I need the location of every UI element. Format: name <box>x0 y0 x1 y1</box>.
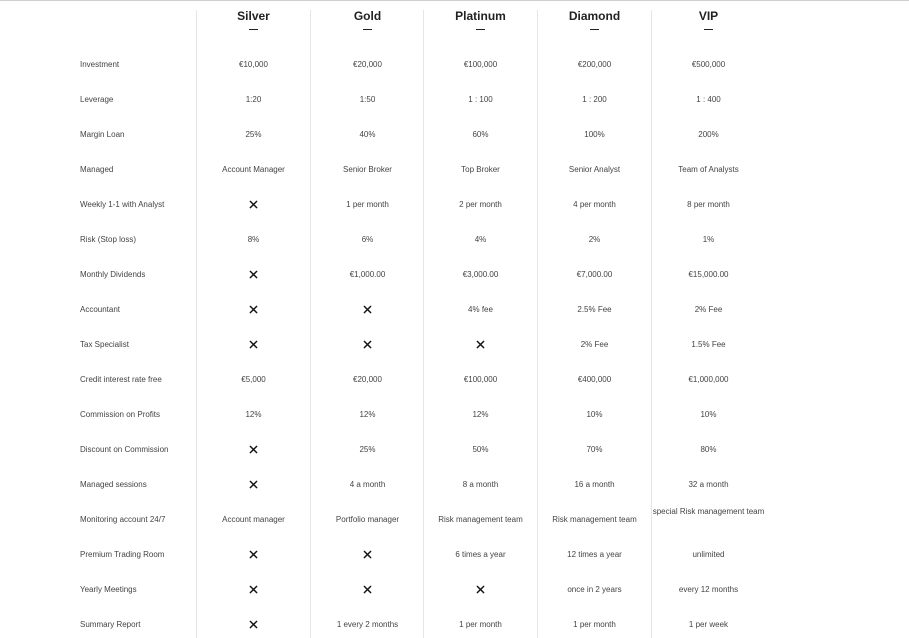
not-included-cell <box>197 338 310 352</box>
feature-value: 10% <box>700 410 717 419</box>
feature-value: 8 per month <box>687 200 730 209</box>
not-included-cell <box>197 303 310 317</box>
close-icon <box>249 445 258 454</box>
feature-label: Weekly 1-1 with Analyst <box>80 200 165 209</box>
close-icon <box>249 620 258 629</box>
feature-value: 1 : 200 <box>582 95 607 104</box>
feature-value: Risk management team <box>552 515 637 524</box>
feature-label: Yearly Meetings <box>80 585 137 594</box>
feature-value: 16 a month <box>574 480 615 489</box>
feature-value: special Risk management team <box>652 507 765 516</box>
feature-value: Portfolio manager <box>335 515 400 524</box>
feature-value: 2% Fee <box>694 305 723 314</box>
feature-value: 100% <box>584 130 605 139</box>
close-icon <box>363 585 372 594</box>
feature-value: 4% fee <box>468 305 493 314</box>
feature-value: 25% <box>245 130 262 139</box>
close-icon <box>249 480 258 489</box>
feature-label: Monitoring account 24/7 <box>80 515 166 524</box>
not-included-cell <box>424 583 537 597</box>
feature-value: 60% <box>472 130 489 139</box>
feature-value: 1:20 <box>245 95 262 104</box>
table-row <box>0 268 909 282</box>
close-icon <box>249 305 258 314</box>
table-row <box>0 443 909 457</box>
feature-value: 1% <box>702 235 715 244</box>
plan-header-platinum <box>424 9 537 30</box>
close-icon <box>476 340 485 349</box>
feature-value: Senior Broker <box>343 165 392 174</box>
feature-value: €5,000 <box>241 375 266 384</box>
feature-value: €7,000.00 <box>576 270 613 279</box>
feature-label: Tax Specialist <box>80 340 129 349</box>
feature-label: Accountant <box>80 305 121 314</box>
table-row <box>0 408 909 422</box>
not-included-cell <box>197 583 310 597</box>
table-row <box>0 583 909 597</box>
not-included-cell <box>424 338 537 352</box>
feature-value: every 12 months <box>678 585 739 594</box>
close-icon <box>249 550 258 559</box>
feature-value: 40% <box>359 130 376 139</box>
plan-name: Gold <box>353 9 382 23</box>
plan-header-silver <box>197 9 310 30</box>
table-row <box>0 618 909 632</box>
not-included-cell <box>197 548 310 562</box>
plan-name: Silver <box>237 9 270 23</box>
not-included-cell <box>197 478 310 492</box>
feature-value: 200% <box>698 130 719 139</box>
table-row <box>0 507 909 527</box>
feature-label: Leverage <box>80 95 114 104</box>
feature-value: €500,000 <box>691 60 726 69</box>
feature-value: Account Manager <box>222 165 285 174</box>
feature-value: 6 times a year <box>455 550 506 559</box>
feature-value: Account manager <box>222 515 285 524</box>
feature-value: €20,000 <box>353 60 382 69</box>
close-icon <box>363 340 372 349</box>
feature-value: once in 2 years <box>567 585 622 594</box>
not-included-cell <box>311 583 424 597</box>
plan-header-gold <box>311 9 424 30</box>
header-dash <box>249 29 258 30</box>
feature-label: Investment <box>80 60 120 69</box>
plan-header-vip <box>652 9 765 30</box>
feature-value: 8 a month <box>462 480 499 489</box>
feature-value: €3,000.00 <box>462 270 499 279</box>
feature-label: Summary Report <box>80 620 141 629</box>
feature-label: Managed <box>80 165 114 174</box>
feature-value: 1 per week <box>688 620 729 629</box>
feature-value: 1 : 100 <box>468 95 493 104</box>
feature-value: 4% <box>474 235 487 244</box>
plan-name: Platinum <box>455 9 506 23</box>
table-row <box>0 338 909 352</box>
close-icon <box>249 585 258 594</box>
not-included-cell <box>197 443 310 457</box>
close-icon <box>249 270 258 279</box>
feature-value: €1,000.00 <box>349 270 386 279</box>
feature-value: €20,000 <box>353 375 382 384</box>
feature-value: unlimited <box>692 550 725 559</box>
table-row <box>0 478 909 492</box>
close-icon <box>363 550 372 559</box>
feature-value: 1.5% Fee <box>691 340 726 349</box>
feature-value: 8% <box>247 235 260 244</box>
feature-label: Monthly Dividends <box>80 270 146 279</box>
header-dash <box>363 29 372 30</box>
close-icon <box>363 305 372 314</box>
feature-value: €100,000 <box>463 375 498 384</box>
feature-label: Discount on Commission <box>80 445 169 454</box>
feature-value: 12 times a year <box>567 550 622 559</box>
top-divider <box>0 0 909 1</box>
feature-value: 50% <box>472 445 489 454</box>
feature-value: 10% <box>586 410 603 419</box>
table-row <box>0 198 909 212</box>
table-row <box>0 303 909 317</box>
close-icon <box>249 200 258 209</box>
feature-value: Top Broker <box>461 165 500 174</box>
feature-label: Premium Trading Room <box>80 550 165 559</box>
feature-value: 6% <box>361 235 374 244</box>
feature-value: 12% <box>359 410 376 419</box>
header-dash <box>704 29 713 30</box>
feature-value: Senior Analyst <box>568 165 621 174</box>
not-included-cell <box>197 618 310 632</box>
close-icon <box>249 340 258 349</box>
close-icon <box>476 585 485 594</box>
not-included-cell <box>197 198 310 212</box>
table-row <box>0 163 909 177</box>
table-row <box>0 373 909 387</box>
feature-value: 2% <box>588 235 601 244</box>
feature-value: 12% <box>245 410 262 419</box>
feature-value: €200,000 <box>577 60 612 69</box>
feature-value: €100,000 <box>463 60 498 69</box>
plan-name: Diamond <box>568 9 621 23</box>
feature-value: €15,000.00 <box>688 270 729 279</box>
plan-name: VIP <box>698 9 719 23</box>
feature-value: 1 per month <box>573 620 616 629</box>
feature-value: 2% Fee <box>580 340 609 349</box>
feature-label: Margin Loan <box>80 130 125 139</box>
feature-value: 25% <box>359 445 376 454</box>
not-included-cell <box>311 548 424 562</box>
feature-value: Risk management team <box>438 515 523 524</box>
feature-value: 1 per month <box>346 200 389 209</box>
feature-value: 32 a month <box>688 480 729 489</box>
feature-value: 12% <box>472 410 489 419</box>
feature-value: 80% <box>700 445 717 454</box>
feature-label: Managed sessions <box>80 480 147 489</box>
feature-value: 1 every 2 months <box>336 620 399 629</box>
table-row <box>0 58 909 72</box>
not-included-cell <box>311 303 424 317</box>
feature-value: 2 per month <box>459 200 502 209</box>
table-row <box>0 128 909 142</box>
header-dash <box>476 29 485 30</box>
feature-value: 2.5% Fee <box>577 305 612 314</box>
feature-label: Risk (Stop loss) <box>80 235 137 244</box>
feature-value: 4 per month <box>573 200 616 209</box>
table-row <box>0 93 909 107</box>
feature-value: 1 : 400 <box>696 95 721 104</box>
feature-value: €1,000,000 <box>688 375 729 384</box>
feature-value: €400,000 <box>577 375 612 384</box>
header-dash <box>590 29 599 30</box>
table-row <box>0 548 909 562</box>
feature-label: Commission on Profits <box>80 410 161 419</box>
feature-value: 70% <box>586 445 603 454</box>
feature-label: Credit interest rate free <box>80 375 162 384</box>
not-included-cell <box>311 338 424 352</box>
feature-value: Team of Analysts <box>678 165 739 174</box>
feature-value: 1:50 <box>359 95 376 104</box>
feature-value: 1 per month <box>459 620 502 629</box>
not-included-cell <box>197 268 310 282</box>
feature-value: 4 a month <box>349 480 386 489</box>
feature-value: €10,000 <box>239 60 268 69</box>
plan-header-diamond <box>538 9 651 30</box>
table-row <box>0 233 909 247</box>
